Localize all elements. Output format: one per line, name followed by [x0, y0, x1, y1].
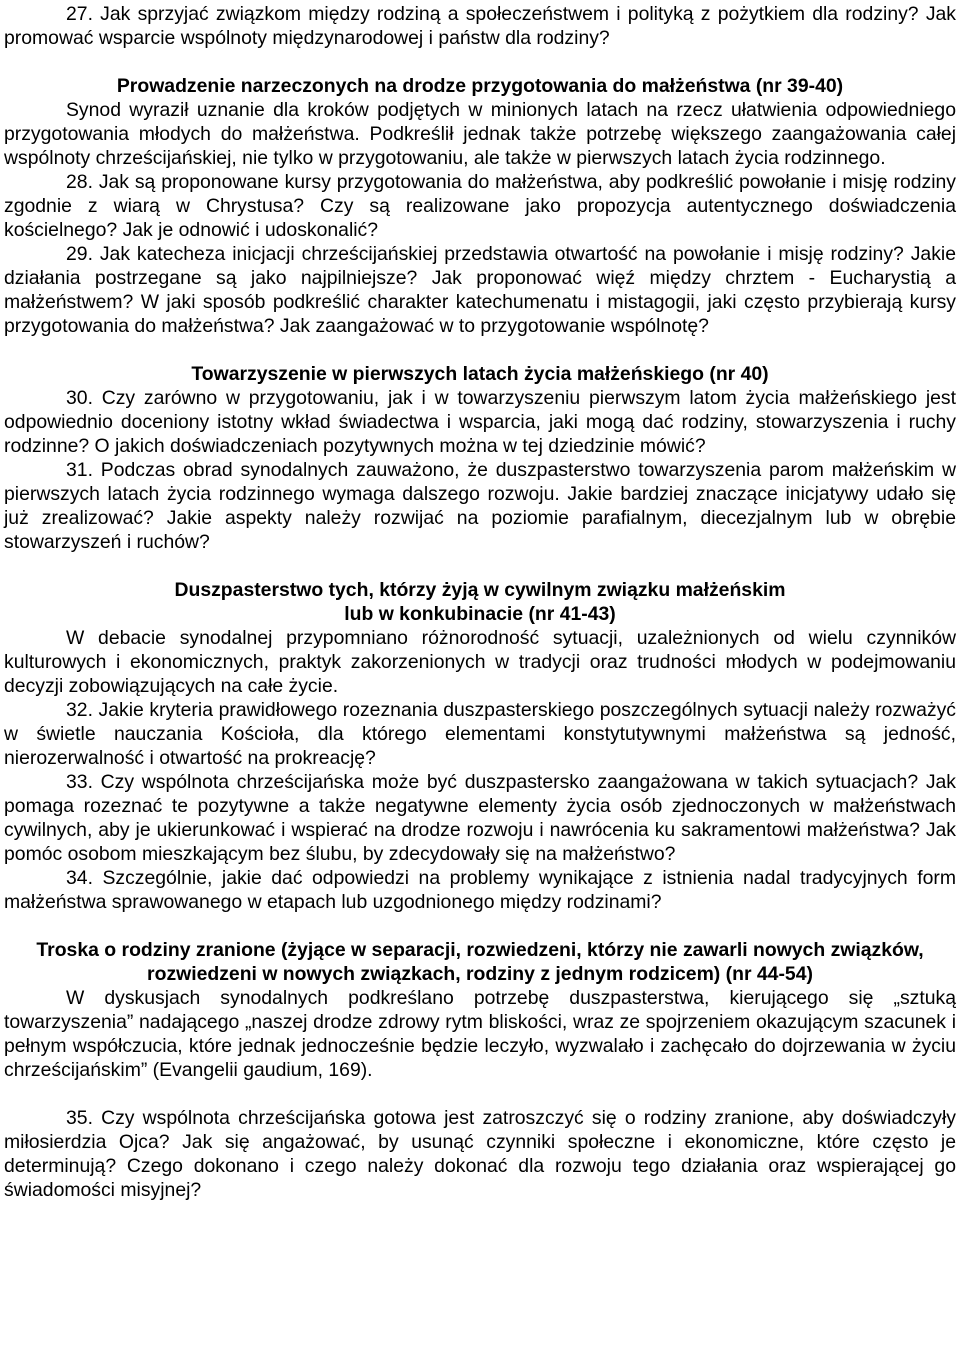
section-heading-preparation: Prowadzenie narzeczonych na drodze przygotowania do małżeństwa (nr 39-40): [116, 75, 844, 97]
section-heading-civil-marriage-line2: lub w konkubinacie (nr 41-43): [344, 603, 616, 625]
question-32: 32. Jakie kryteria prawidłowego rozeznania duszpasterskiego poszczególnych sytuacji należy rozważyć w świetle nauczania Kościoła, dla którego elementami konstytutywnymi małżeństwa są jedność, nierozerwalność i otwartość na prokreację?: [4, 699, 956, 769]
section-heading-wounded-families: Troska o rodziny zranione (żyjące w separacji, rozwiedzeni, którzy nie zawarli nowych związków, rozwiedzeni w nowych związkach, rodziny z jednym rodzicem) (nr 44-54): [36, 939, 924, 985]
question-31: 31. Podczas obrad synodalnych zauważono, że duszpasterstwo towarzyszenia parom małżeńskim w pierwszych latach życia rodzinnego wymaga dalszego rozwoju. Jakie bardziej znaczące inicjatywy udało się już zrealizować? Jakie aspekty należy rozwijać na poziomie parafialnym, diecezjalnym lub w obrębie stowarzyszeń i ruchów?: [4, 459, 956, 553]
question-28: 28. Jak są proponowane kursy przygotowania do małżeństwa, aby podkreślić powołanie i misję rodziny zgodnie z wiarą w Chrystusa? Czy są realizowane jako propozycja autentycznego doświadczenia kościelnego? Jak je odnowić i udoskonalić?: [4, 171, 956, 241]
question-30: 30. Czy zarówno w przygotowaniu, jak i w towarzyszeniu pierwszym latom życia małżeńskiego jest odpowiednio doceniony istotny wkład świadectwa i wsparcia, jaki mogą dać rodziny, stowarzyszenia i ruchy rodzinne? O jakich doświadczeniach pozytywnych można w tej dziedzinie mówić?: [4, 387, 956, 457]
section-heading-civil-marriage-line1: Duszpasterstwo tych, którzy żyją w cywilnym związku małżeńskim: [174, 579, 786, 601]
section-heading-accompaniment: Towarzyszenie w pierwszych latach życia małżeńskiego (nr 40): [191, 363, 769, 385]
paragraph-synod-debate: W debacie synodalnej przypomniano różnorodność sytuacji, uzależnionych od wielu czynników kulturowych i ekonomicznych, praktyk zakorzenionych w tradycji oraz trudności młodych w podejmowaniu decyzji zobowiązujących na całe życie.: [4, 627, 956, 697]
document-page: [4, 2, 956, 1202]
question-29: 29. Jak katecheza inicjacji chrześcijańskiej przedstawia otwartość na powołanie i misję rodziny? Jakie działania postrzegane są jako najpilniejsze? Jak proponować więź między chrztem - Eucharystią a małżeństwem? W jaki sposób podkreślić charakter katechumenatu i mistagogii, jaki często przybierają kursy przygotowania do małżeństwa? Jak zaangażować w to przygotowanie wspólnotę?: [4, 243, 956, 337]
paragraph-synod-preparation: Synod wyraził uznanie dla kroków podjętych w minionych latach na rzecz ułatwienia odpowiedniego przygotowania młodych do małżeństwa. Podkreślił jednak także potrzebę większego zaangażowania całej wspólnoty chrześcijańskiej, nie tylko w przygotowaniu, ale także w pierwszych latach życia rodzinnego.: [4, 99, 956, 169]
spacer: [4, 50, 956, 74]
question-33: 33. Czy wspólnota chrześcijańska może być duszpastersko zaangażowana w takich sytuacjach? Jak pomaga rozeznać te pozytywne a także negatywne elementy życia osób zjednoczonych w małżeństwach cywilnych, aby je ukierunkować i wspierać na drodze rozwoju i nawrócenia ku sakramentowi małżeństwa? Jak pomóc osobom mieszkającym bez ślubu, by zdecydowały się na małżeństwo?: [4, 771, 956, 865]
question-35: 35. Czy wspólnota chrześcijańska gotowa jest zatroszczyć się o rodziny zranione, aby doświadczyły miłosierdzia Ojca? Jak się angażować, by usunąć czynniki społeczne i ekonomiczne, które często je determinują? Czego dokonano i czego należy dokonać dla rozwoju tego działania oraz wspierającej go świadomości misyjnej?: [4, 1107, 956, 1201]
paragraph-synod-discussions: W dyskusjach synodalnych podkreślano potrzebę duszpasterstwa, kierującego się „sztuką towarzyszenia” nadającego „naszej drodze zdrowy rytm bliskości, wraz ze spojrzeniem okazującym szacunek i pełnym współczucia, które jednak jednocześnie będzie leczyło, wyzwalało i zachęcało do dojrzewania w życiu chrześcijańskim” (Evangelii gaudium, 169).: [4, 987, 956, 1081]
spacer: [4, 1082, 956, 1106]
question-27: 27. Jak sprzyjać związkom między rodziną a społeczeństwem i polityką z pożytkiem dla rodziny? Jak promować wsparcie wspólnoty międzynarodowej i państw dla rodziny?: [4, 3, 956, 49]
spacer: [4, 338, 956, 362]
spacer: [4, 914, 956, 938]
spacer: [4, 554, 956, 578]
question-34: 34. Szczególnie, jakie dać odpowiedzi na problemy wynikające z istnienia nadal tradycyjnych form małżeństwa sprawowanego w etapach lub uzgodnionego między rodzinami?: [4, 867, 956, 913]
